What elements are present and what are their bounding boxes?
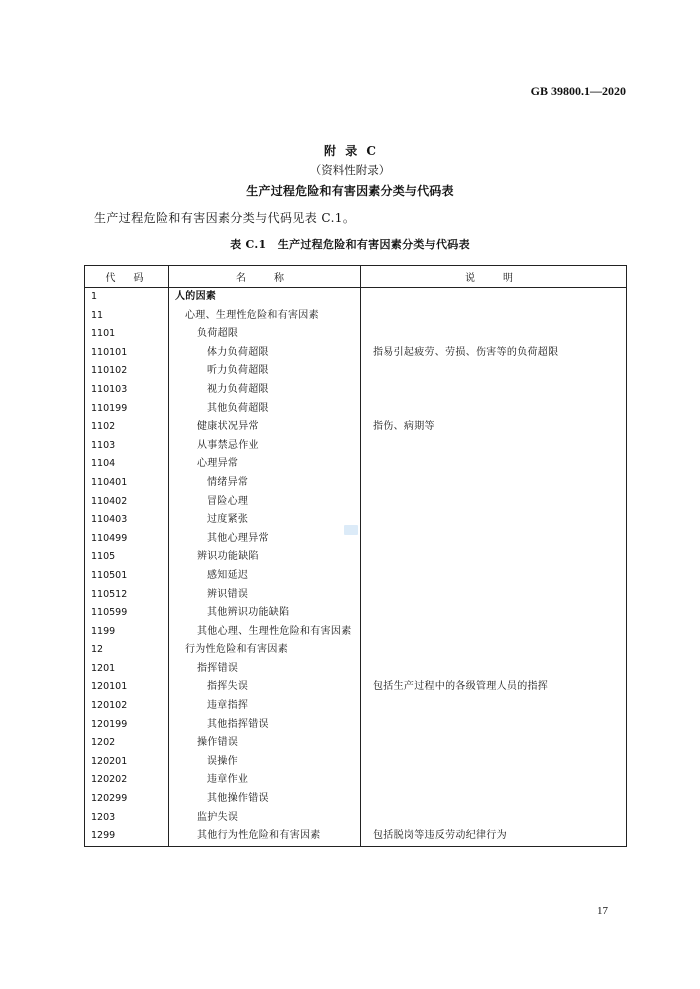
hazard-code: 110499 <box>85 530 169 549</box>
hazard-name: 情绪异常 <box>169 474 361 493</box>
hazard-note <box>361 604 627 623</box>
table-row <box>85 288 627 307</box>
hazard-name: 人的因素 <box>169 288 361 307</box>
column-header-name: 名 称 <box>169 266 361 288</box>
hazard-name: 感知延迟 <box>169 567 361 586</box>
hazard-name: 心理、生理性危险和有害因素 <box>169 307 361 326</box>
table-row <box>85 678 627 697</box>
hazard-name: 视力负荷超限 <box>169 381 361 400</box>
hazard-code: 1102 <box>85 418 169 437</box>
page-number: 17 <box>597 905 608 917</box>
table-row <box>85 381 627 400</box>
table-row <box>85 641 627 660</box>
hazard-name: 健康状况异常 <box>169 418 361 437</box>
hazard-classification-table <box>84 265 627 847</box>
hazard-name: 违章作业 <box>169 771 361 790</box>
table-row <box>85 437 627 456</box>
table-row <box>85 418 627 437</box>
table-row <box>85 474 627 493</box>
hazard-code: 110402 <box>85 493 169 512</box>
appendix-label: 附 录 C <box>324 144 376 158</box>
hazard-name: 指挥错误 <box>169 660 361 679</box>
hazard-code: 1 <box>85 288 169 307</box>
hazard-note <box>361 493 627 512</box>
hazard-name: 其他指挥错误 <box>169 716 361 735</box>
hazard-note <box>361 567 627 586</box>
hazard-name: 其他操作错误 <box>169 790 361 809</box>
hazard-note <box>361 753 627 772</box>
hazard-code: 1105 <box>85 548 169 567</box>
hazard-name: 体力负荷超限 <box>169 344 361 363</box>
hazard-note <box>361 381 627 400</box>
table-row <box>85 660 627 679</box>
hazard-code: 120201 <box>85 753 169 772</box>
appendix-type: （资料性附录） <box>309 163 391 177</box>
hazard-code: 1104 <box>85 455 169 474</box>
hazard-note: 包括脱岗等违反劳动纪律行为 <box>361 827 627 846</box>
hazard-note <box>361 586 627 605</box>
table-row <box>85 790 627 809</box>
hazard-name: 其他行为性危险和有害因素 <box>169 827 361 846</box>
hazard-note <box>361 716 627 735</box>
hazard-name: 操作错误 <box>169 734 361 753</box>
hazard-note <box>361 474 627 493</box>
hazard-note <box>361 623 627 642</box>
hazard-name: 辨识功能缺陷 <box>169 548 361 567</box>
table-row <box>85 325 627 344</box>
table-header <box>85 266 627 288</box>
table-row <box>85 586 627 605</box>
hazard-note <box>361 660 627 679</box>
hazard-note <box>361 288 627 307</box>
hazard-name: 误操作 <box>169 753 361 772</box>
table-row <box>85 567 627 586</box>
hazard-name: 辨识错误 <box>169 586 361 605</box>
intro-paragraph: 生产过程危险和有害因素分类与代码见表 C.1。 <box>94 211 356 225</box>
hazard-code: 110512 <box>85 586 169 605</box>
hazard-note <box>361 697 627 716</box>
hazard-code: 1103 <box>85 437 169 456</box>
hazard-code: 110101 <box>85 344 169 363</box>
standard-number: GB 39800.1—2020 <box>530 84 626 98</box>
table-row <box>85 827 627 846</box>
table-row <box>85 344 627 363</box>
hazard-code: 110401 <box>85 474 169 493</box>
hazard-note <box>361 809 627 828</box>
hazard-note <box>361 400 627 419</box>
hazard-note <box>361 641 627 660</box>
hazard-note <box>361 530 627 549</box>
table-row <box>85 623 627 642</box>
hazard-name: 其他负荷超限 <box>169 400 361 419</box>
table-row <box>85 809 627 828</box>
table-row <box>85 716 627 735</box>
table-row <box>85 734 627 753</box>
table-row <box>85 362 627 381</box>
hazard-note <box>361 771 627 790</box>
hazard-code: 120199 <box>85 716 169 735</box>
hazard-code: 120101 <box>85 678 169 697</box>
hazard-name: 负荷超限 <box>169 325 361 344</box>
table-row <box>85 548 627 567</box>
hazard-name: 其他辨识功能缺陷 <box>169 604 361 623</box>
hazard-code: 120102 <box>85 697 169 716</box>
hazard-note <box>361 734 627 753</box>
hazard-note <box>361 455 627 474</box>
hazard-code: 1299 <box>85 827 169 846</box>
hazard-code: 11 <box>85 307 169 326</box>
hazard-code: 120299 <box>85 790 169 809</box>
hazard-code: 1202 <box>85 734 169 753</box>
table-row <box>85 307 627 326</box>
appendix-title: 生产过程危险和有害因素分类与代码表 <box>246 184 454 198</box>
hazard-name: 从事禁忌作业 <box>169 437 361 456</box>
table-row <box>85 753 627 772</box>
hazard-code: 110403 <box>85 511 169 530</box>
hazard-name: 其他心理、生理性危险和有害因素 <box>169 623 361 642</box>
hazard-note: 指伤、病期等 <box>361 418 627 437</box>
hazard-code: 12 <box>85 641 169 660</box>
hazard-note <box>361 362 627 381</box>
table-row <box>85 400 627 419</box>
hazard-code: 110501 <box>85 567 169 586</box>
hazard-name: 监护失误 <box>169 809 361 828</box>
hazard-note <box>361 790 627 809</box>
hazard-name: 过度紧张 <box>169 511 361 530</box>
table-row <box>85 493 627 512</box>
table-row <box>85 455 627 474</box>
scan-mark <box>344 525 358 535</box>
column-header-code: 代 码 <box>85 266 169 288</box>
hazard-note: 指易引起疲劳、劳损、伤害等的负荷超限 <box>361 344 627 363</box>
hazard-code: 110199 <box>85 400 169 419</box>
table-header-row <box>85 266 627 288</box>
hazard-code: 120202 <box>85 771 169 790</box>
hazard-name: 其他心理异常 <box>169 530 361 549</box>
hazard-code: 110103 <box>85 381 169 400</box>
column-header-note: 说 明 <box>361 266 627 288</box>
table-row <box>85 697 627 716</box>
hazard-code: 110102 <box>85 362 169 381</box>
hazard-name: 听力负荷超限 <box>169 362 361 381</box>
hazard-name: 行为性危险和有害因素 <box>169 641 361 660</box>
hazard-name: 心理异常 <box>169 455 361 474</box>
hazard-note: 包括生产过程中的各级管理人员的指挥 <box>361 678 627 697</box>
hazard-name: 指挥失误 <box>169 678 361 697</box>
hazard-name: 违章指挥 <box>169 697 361 716</box>
hazard-code: 1203 <box>85 809 169 828</box>
hazard-note <box>361 548 627 567</box>
hazard-code: 110599 <box>85 604 169 623</box>
table-body <box>85 288 627 847</box>
hazard-code: 1199 <box>85 623 169 642</box>
hazard-code: 1101 <box>85 325 169 344</box>
hazard-note <box>361 325 627 344</box>
table-row <box>85 604 627 623</box>
hazard-note <box>361 437 627 456</box>
table-row <box>85 771 627 790</box>
hazard-note <box>361 511 627 530</box>
hazard-note <box>361 307 627 326</box>
hazard-code: 1201 <box>85 660 169 679</box>
hazard-name: 冒险心理 <box>169 493 361 512</box>
table-caption: 表 C.1 生产过程危险和有害因素分类与代码表 <box>230 238 470 251</box>
